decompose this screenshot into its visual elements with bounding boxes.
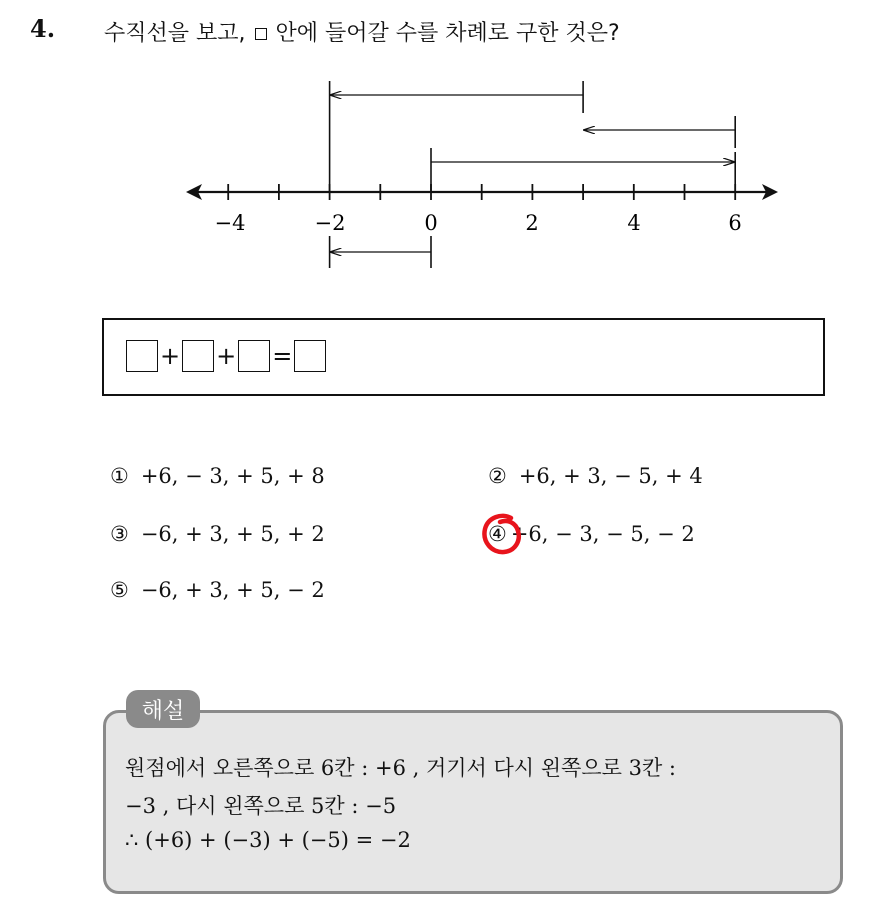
- equation: [126, 340, 326, 372]
- tick-label: −4: [214, 211, 246, 235]
- number-line-arrows: [330, 81, 736, 268]
- explanation-tab: 해설: [126, 690, 200, 728]
- choice-number: ⑤: [110, 578, 129, 602]
- tick-label: 4: [627, 211, 641, 235]
- question-number: 4.: [30, 14, 56, 43]
- tick-label: 0: [424, 211, 438, 235]
- choice-3[interactable]: [110, 522, 325, 546]
- explanation-line: −3 , 다시 왼쪽으로 5칸 : −5: [125, 794, 397, 818]
- question-text-after: 안에 들어갈 수를 차례로 구한 것은?: [275, 21, 620, 46]
- answer-blank: [294, 340, 326, 372]
- choice-2[interactable]: [488, 464, 703, 488]
- tick-label: −2: [314, 211, 346, 235]
- explanation-line: ∴ (+6) + (−3) + (−5) = −2: [125, 828, 411, 852]
- explanation-line: 원점에서 오른쪽으로 6칸 : +6 , 거기서 다시 왼쪽으로 3칸 :: [125, 756, 676, 780]
- answer-blank: [126, 340, 158, 372]
- tick-label: 2: [525, 211, 539, 235]
- choice-1[interactable]: [110, 464, 325, 488]
- number-line-labels: [215, 211, 742, 235]
- equation-box: [102, 318, 825, 396]
- choice-text: +6, − 3, + 5, + 8: [140, 464, 325, 488]
- tick-label: 6: [728, 211, 742, 235]
- choice-5[interactable]: [110, 578, 325, 602]
- choice-number: ①: [110, 464, 129, 488]
- number-line-figure: [0, 0, 884, 300]
- answer-mark-icon: [478, 510, 526, 560]
- choice-text: +6, − 3, − 5, − 2: [510, 522, 695, 546]
- choice-number: ②: [488, 464, 507, 488]
- plus-sign: +: [216, 342, 237, 370]
- choice-text: −6, + 3, + 5, − 2: [140, 578, 325, 602]
- plus-sign: +: [160, 342, 181, 370]
- choice-text: −6, + 3, + 5, + 2: [140, 522, 325, 546]
- choice-number: ④: [488, 522, 507, 546]
- question-text-before: 수직선을 보고,: [104, 21, 246, 46]
- answer-blank: [182, 340, 214, 372]
- answer-blank: [238, 340, 270, 372]
- choice-number: ③: [110, 522, 129, 546]
- equals-sign: =: [272, 342, 293, 370]
- choice-text: +6, + 3, − 5, + 4: [518, 464, 703, 488]
